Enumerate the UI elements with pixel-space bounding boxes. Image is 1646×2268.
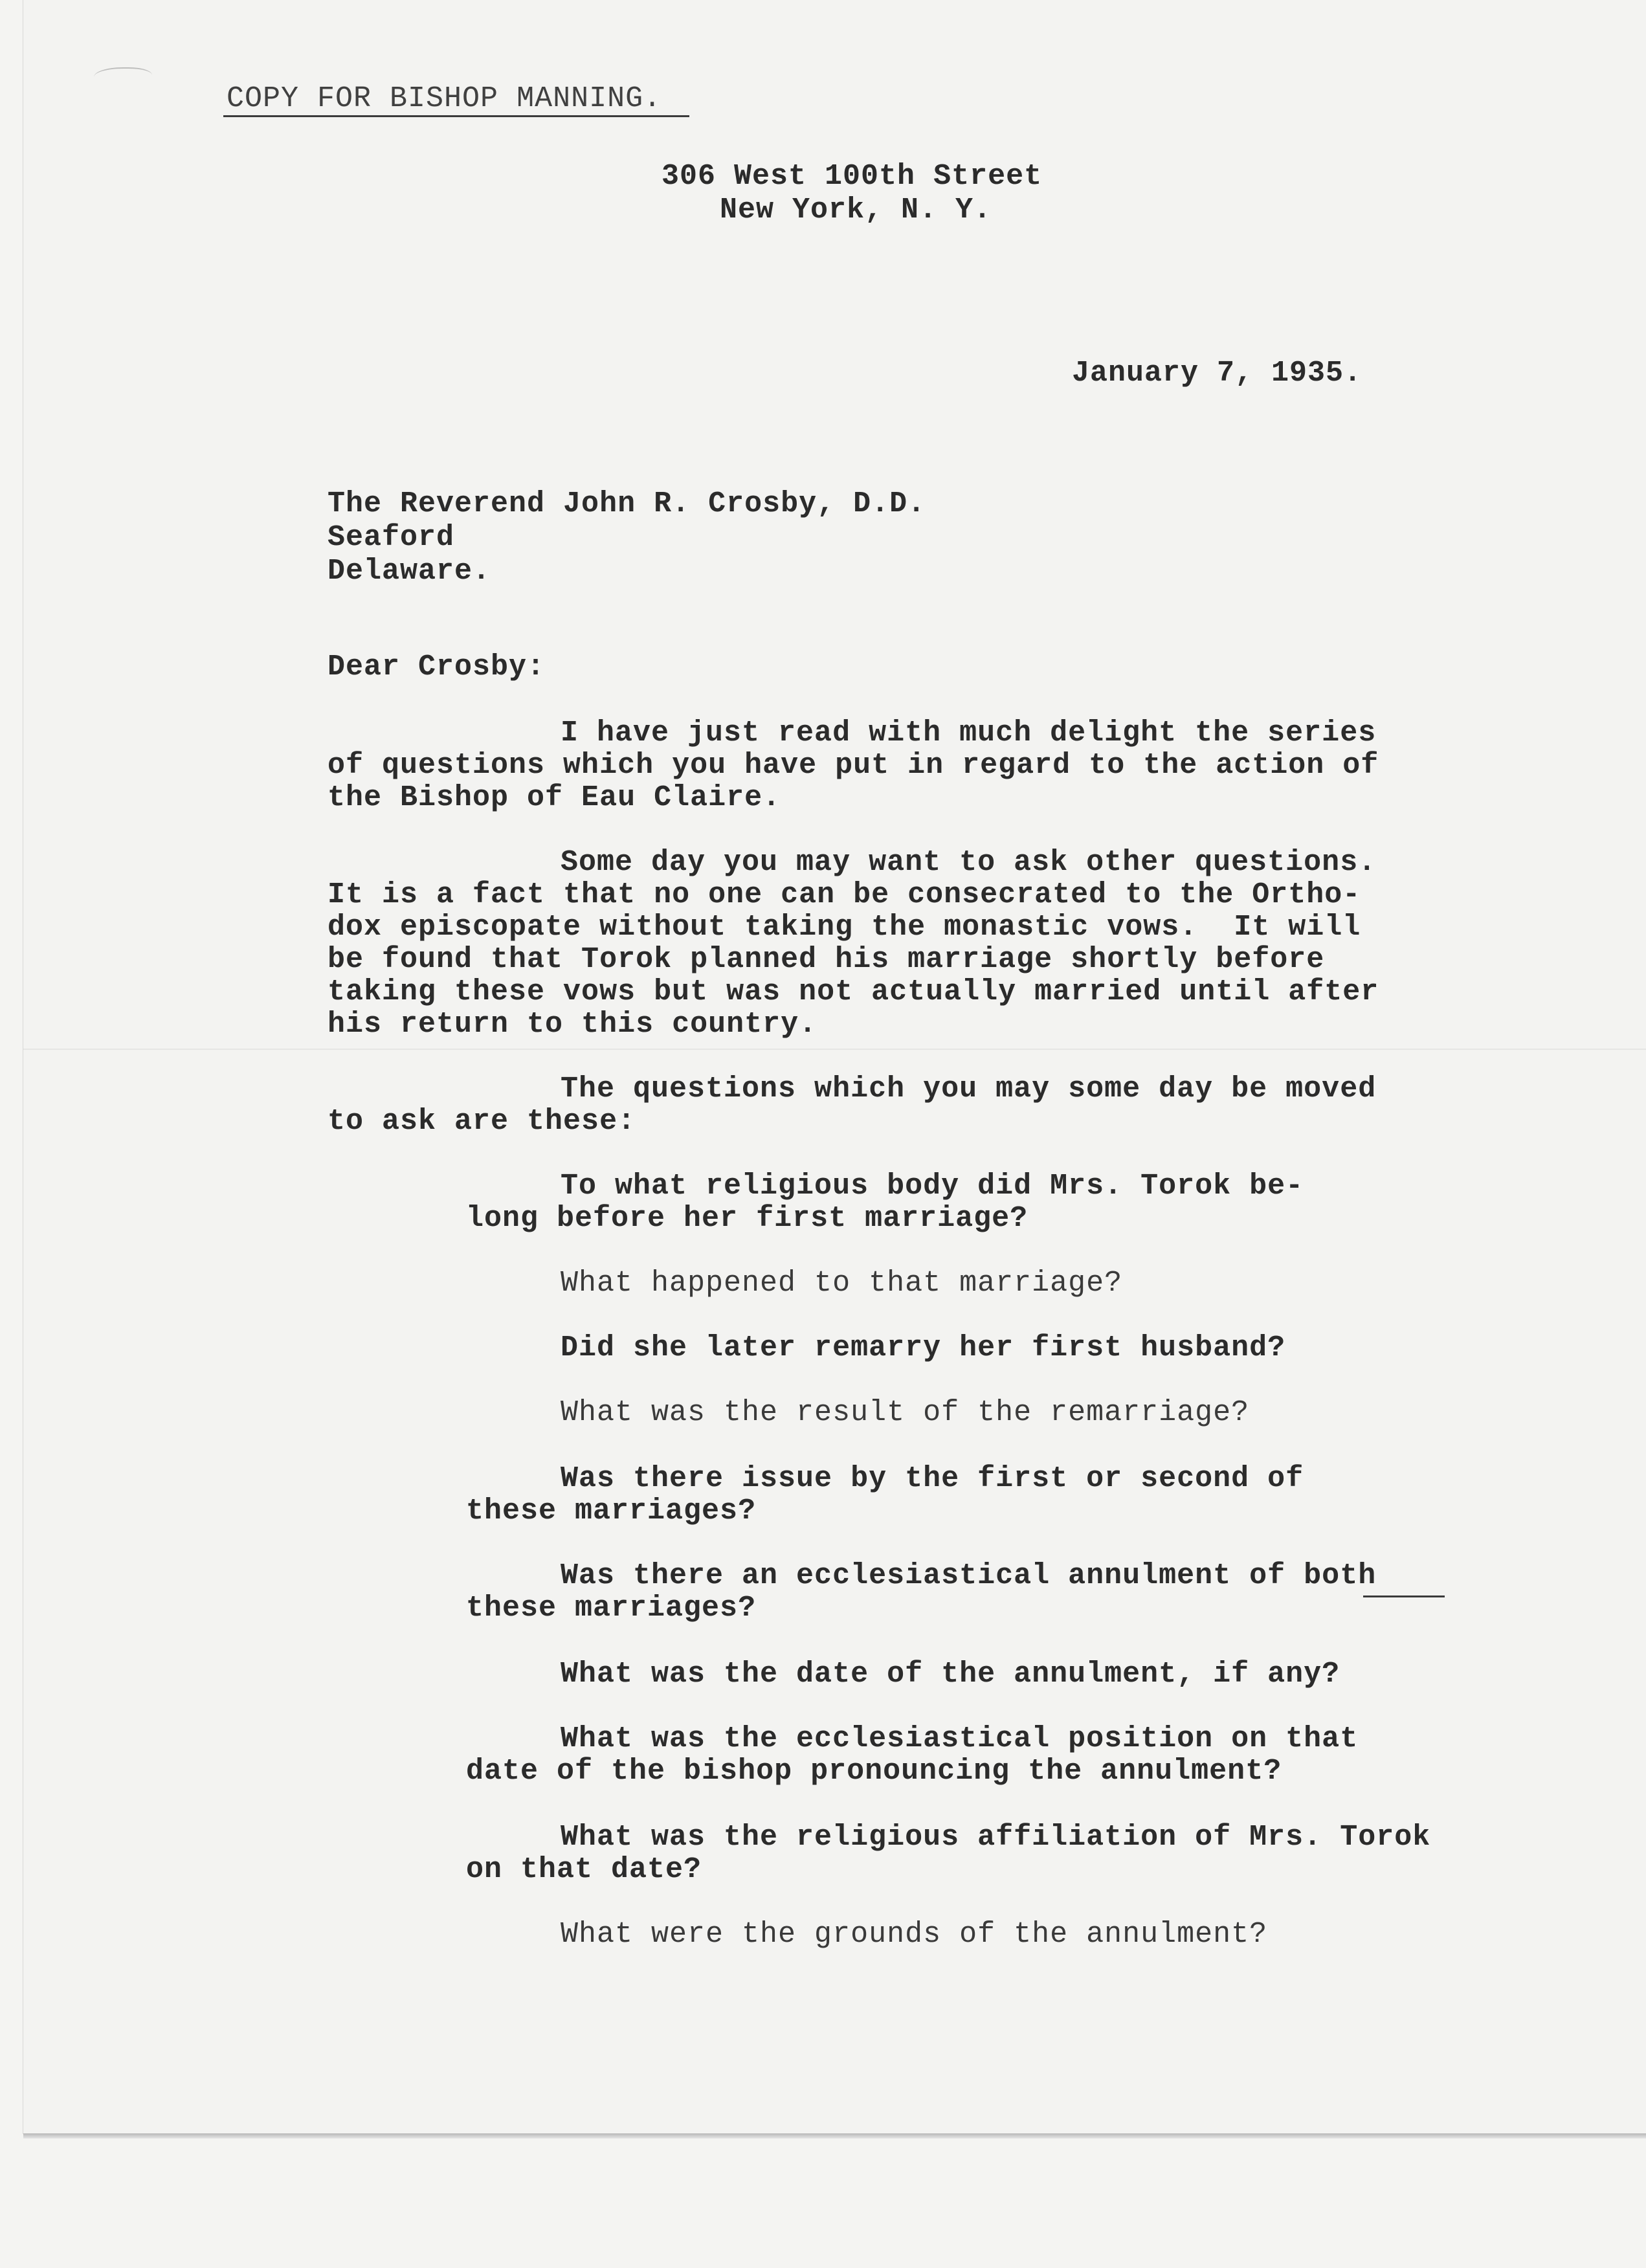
copy-note-underline (223, 115, 689, 117)
paragraph2-line1: Some day you may want to ask other questions. (561, 846, 1377, 879)
paragraph1-line2: of questions which you have put in regard to the action of (328, 749, 1379, 782)
question4: What was the result of the remarriage? (561, 1396, 1250, 1429)
paragraph3-line1: The questions which you may some day be moved (561, 1073, 1377, 1106)
letter-paper (23, 0, 1646, 2133)
recipient-line1: The Reverend John R. Crosby, D.D. (328, 487, 926, 520)
question6-line2: these marriages? (466, 1592, 757, 1625)
question1-line2: long before her first marriage? (466, 1202, 1029, 1235)
question6-line1: Was there an ecclesiastical annulment of both (561, 1559, 1377, 1592)
paragraph1-line1: I have just read with much delight the series (561, 717, 1377, 750)
question2: What happened to that marriage? (561, 1267, 1123, 1300)
both-underline (1363, 1595, 1445, 1597)
question1-line1: To what religious body did Mrs. Torok be- (561, 1170, 1304, 1203)
question7: What was the date of the annulment, if any? (561, 1658, 1340, 1691)
sender-address-line1: 306 West 100th Street (662, 160, 1043, 193)
salutation: Dear Crosby: (328, 650, 546, 684)
question9-line2: on that date? (466, 1853, 702, 1886)
question8-line2: date of the bishop pronouncing the annulment? (466, 1755, 1282, 1788)
paragraph1-line3: the Bishop of Eau Claire. (328, 781, 781, 814)
question5-line1: Was there issue by the first or second of (561, 1462, 1304, 1495)
sender-address-line2: New York, N. Y. (720, 194, 992, 227)
page-bottom-edge (23, 2133, 1646, 2139)
paper-fold-crease (23, 1049, 1646, 1050)
question5-line2: these marriages? (466, 1495, 757, 1528)
recipient-line2: Seaford (328, 521, 455, 554)
copy-note: COPY FOR BISHOP MANNING. (227, 82, 662, 115)
question10: What were the grounds of the annulment? (561, 1918, 1268, 1951)
question8-line1: What was the ecclesiastical position on that (561, 1722, 1359, 1755)
paragraph2-line5: taking these vows but was not actually married until after (328, 975, 1379, 1008)
paragraph2-line4: be found that Torok planned his marriage shortly before (328, 943, 1325, 976)
paragraph2-line6: his return to this country. (328, 1008, 817, 1041)
paragraph3-line2: to ask are these: (328, 1105, 636, 1138)
recipient-line3: Delaware. (328, 555, 491, 588)
letter-date: January 7, 1935. (1072, 357, 1362, 390)
question9-line1: What was the religious affiliation of Mrs. Torok (561, 1821, 1431, 1854)
paragraph2-line3: dox episcopate without taking the monastic vows. It will (328, 911, 1361, 944)
paper-smudge-mark (94, 67, 152, 87)
paragraph2-line2: It is a fact that no one can be consecrated to the Ortho- (328, 878, 1361, 911)
question3: Did she later remarry her first husband? (561, 1331, 1286, 1364)
